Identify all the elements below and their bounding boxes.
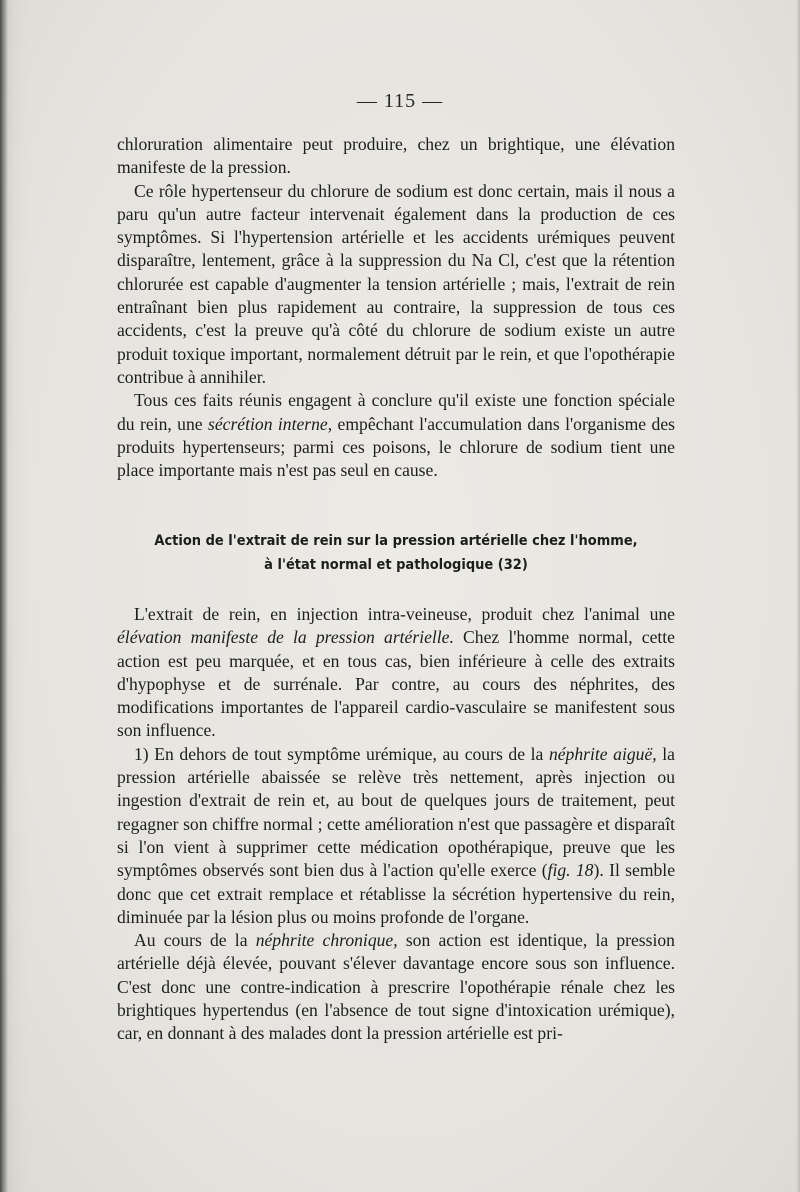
paragraph-1: chloruration alimentaire peut produire, chez un brightique, une élévation manifeste de la pression.: [117, 134, 675, 178]
text-block-upper: [117, 133, 675, 482]
section-heading-line-1: Action de l'extrait de rein sur la pression artérielle chez l'homme,: [154, 533, 638, 549]
paragraph-2: Ce rôle hypertenseur du chlorure de sodium est donc certain, mais il nous a paru qu'un autre facteur intervenait également dans la production de ces symptômes. Si l'hypertension artérielle et les accidents urémiques peuvent disparaître, lentement, grâce à la suppression du Na Cl, c'est que la rétention chlorurée est capable d'augmenter la tension artérielle ; mais, l'extrait de rein entraînant bien plus rapidement au contraire, la suppression de tous ces accidents, c'est la preuve qu'à côté du chlorure de sodium existe un autre produit toxique important, normalement détruit par le rein, et que l'opothérapie contribue à annihiler.: [117, 180, 675, 387]
figure-reference: fig. 18: [547, 860, 594, 881]
paragraph-3: Tous ces faits réunis engagent à conclure qu'il existe une fonction spéciale du rein, une sécrétion interne, empêchant l'accumulation dans l'organisme des produits hypertenseurs; parmi ces poisons, le chlorure de sodium tient une place importante mais n'est pas seul en cause.: [117, 390, 675, 481]
paragraph-4: L'extrait de rein, en injection intra-veineuse, produit chez l'animal une élévation manifeste de la pression artérielle. Chez l'homme normal, cette action est peu marquée, et en tous cas, bien inférieure à celle des extraits d'hypophyse et de surrénale. Par contre, au cours des néphrites, des modifications importantes de l'appareil cardio-vasculaire se manifestent sous son influence.: [117, 604, 675, 741]
emphasis-nephrite-chronique: néphrite chronique,: [255, 930, 398, 951]
page-gutter-shadow: [0, 0, 8, 1192]
emphasis-nephrite-aigue: néphrite aiguë,: [548, 743, 657, 764]
text-block-lower: [117, 603, 675, 1046]
section-heading-line-2: à l'état normal et pathologique (32): [264, 556, 528, 573]
paragraph-5: 1) En dehors de tout symptôme urémique, au cours de la néphrite aiguë, la pression artérielle abaissée se relève très nettement, après injection ou ingestion d'extrait de rein et, au bout de quelques jours de traitement, peut regagner son chiffre normal ; cette amélioration n'est que passagère et disparaît si l'on vient à supprimer cette médication opothérapique, preuve que les symptômes observés sont bien dus à l'action qu'elle exerce (fig. 18). Il semble donc que cet extrait remplace et rétablisse la sécrétion hypertensive du rein, diminuée par la lésion plus ou moins profonde de l'organe.: [117, 743, 675, 927]
emphasis-elevation: élévation manifeste de la pression artérielle.: [117, 627, 454, 648]
page-edge: [796, 0, 800, 1192]
paragraph-6: Au cours de la néphrite chronique, son action est identique, la pression artérielle déjà élevée, pouvant s'élever davantage encore sous son influence. C'est donc une contre-indication à prescrire l'opothérapie rénale chez les brightiques hypertendus (en l'absence de tout signe d'intoxication urémique), car, en donnant à des malades dont la pression artérielle est pri-: [117, 930, 675, 1044]
page-number: — 115 —: [356, 90, 444, 112]
emphasis-secretion-interne: sécrétion interne,: [208, 413, 333, 434]
section-heading: [137, 530, 656, 577]
